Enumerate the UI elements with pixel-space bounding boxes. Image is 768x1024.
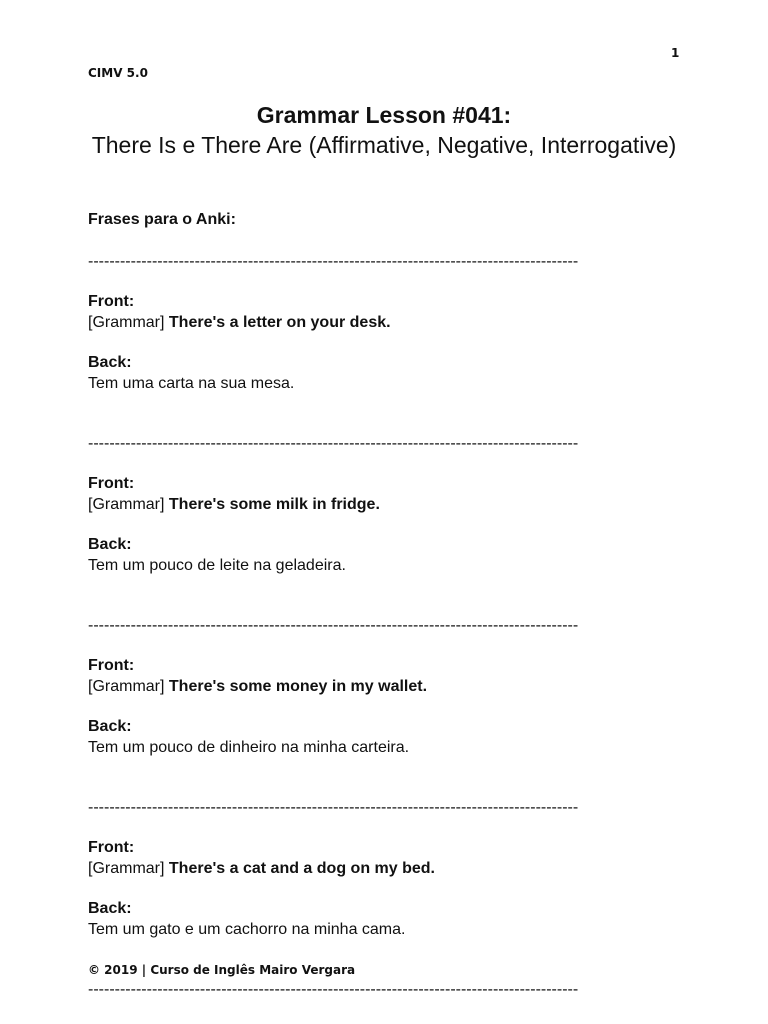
front-text: [88, 676, 688, 697]
back-label: Back:: [88, 900, 132, 917]
anki-card: [88, 473, 688, 614]
english-sentence: There's some milk in fridge.: [168, 496, 380, 513]
front-text: [88, 312, 688, 333]
front-label: Front:: [88, 657, 135, 674]
portuguese-translation: Tem um gato e um cachorro na minha cama.: [88, 921, 406, 938]
front-label: Front:: [88, 475, 135, 492]
title-block: [88, 100, 680, 160]
grammar-tag: [Grammar]: [88, 496, 165, 513]
divider: --------------------------------------------------------------------------------------------: [88, 253, 579, 270]
header-code: CIMV 5.0: [88, 66, 148, 80]
back-label: Back:: [88, 718, 132, 735]
grammar-tag: [Grammar]: [88, 314, 165, 331]
divider: --------------------------------------------------------------------------------------------: [88, 981, 579, 998]
page-number: 1: [671, 46, 680, 60]
portuguese-translation: Tem um pouco de dinheiro na minha carteira.: [88, 739, 410, 756]
portuguese-translation: Tem uma carta na sua mesa.: [88, 375, 295, 392]
divider: --------------------------------------------------------------------------------------------: [88, 435, 579, 452]
anki-card: [88, 291, 688, 432]
portuguese-translation: Tem um pouco de leite na geladeira.: [88, 557, 346, 574]
anki-card: [88, 837, 688, 978]
page-subtitle: There Is e There Are (Affirmative, Negative, Interrogative): [91, 132, 677, 158]
front-text: [88, 858, 688, 879]
anki-card: [88, 655, 688, 796]
grammar-tag: [Grammar]: [88, 678, 165, 695]
front-label: Front:: [88, 839, 135, 856]
english-sentence: There's a letter on your desk.: [168, 314, 391, 331]
divider: --------------------------------------------------------------------------------------------: [88, 799, 579, 816]
footer-copyright: © 2019 | Curso de Inglês Mairo Vergara: [88, 963, 356, 977]
back-label: Back:: [88, 354, 132, 371]
section-label: Frases para o Anki:: [88, 211, 236, 228]
grammar-tag: [Grammar]: [88, 860, 165, 877]
page-title: Grammar Lesson #041:: [256, 102, 512, 128]
english-sentence: There's a cat and a dog on my bed.: [168, 860, 435, 877]
back-label: Back:: [88, 536, 132, 553]
english-sentence: There's some money in my wallet.: [168, 678, 428, 695]
anki-card-list: [88, 250, 688, 1002]
divider: --------------------------------------------------------------------------------------------: [88, 617, 579, 634]
front-label: Front:: [88, 293, 135, 310]
front-text: [88, 494, 688, 515]
